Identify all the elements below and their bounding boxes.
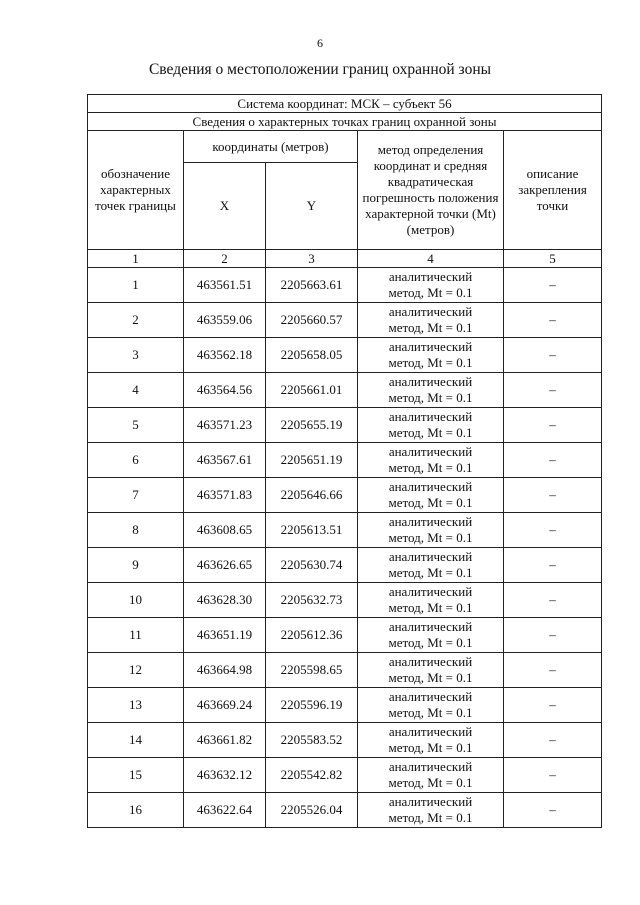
- method-line-2: метод, Mt = 0.1: [388, 390, 473, 405]
- header-x: X: [184, 163, 266, 250]
- table-row: [88, 303, 602, 338]
- coord-x: 463628.30: [184, 583, 266, 618]
- method-cell: [358, 513, 504, 548]
- point-number: 5: [88, 408, 184, 443]
- coord-x: 463622.64: [184, 793, 266, 828]
- point-number: 9: [88, 548, 184, 583]
- point-number: 8: [88, 513, 184, 548]
- fixing-description: –: [504, 583, 602, 618]
- coord-y: 2205613.51: [266, 513, 358, 548]
- fixing-description: –: [504, 268, 602, 303]
- method-line-1: аналитический: [388, 794, 473, 809]
- coord-x: 463571.23: [184, 408, 266, 443]
- coord-x: 463661.82: [184, 723, 266, 758]
- fixing-description: –: [504, 548, 602, 583]
- table-row: [88, 443, 602, 478]
- point-number: 10: [88, 583, 184, 618]
- column-numbers-row: [88, 250, 602, 268]
- fixing-description: –: [504, 373, 602, 408]
- point-number: 7: [88, 478, 184, 513]
- header-method: метод определения координат и средняя квадратическая погрешность положения характерной точки (Mt) (метров): [358, 131, 504, 250]
- coord-y: 2205660.57: [266, 303, 358, 338]
- method-line-1: аналитический: [388, 619, 473, 634]
- column-number: 3: [266, 250, 358, 268]
- coord-y: 2205632.73: [266, 583, 358, 618]
- coord-x: 463651.19: [184, 618, 266, 653]
- method-cell: [358, 338, 504, 373]
- coord-y: 2205542.82: [266, 758, 358, 793]
- coord-x: 463626.65: [184, 548, 266, 583]
- method-line-2: метод, Mt = 0.1: [388, 810, 473, 825]
- method-cell: [358, 653, 504, 688]
- header-description: описание закрепления точки: [504, 131, 602, 250]
- fixing-description: –: [504, 653, 602, 688]
- fixing-description: –: [504, 478, 602, 513]
- page-number: 6: [317, 36, 323, 50]
- method-line-1: аналитический: [388, 584, 473, 599]
- coord-y: 2205526.04: [266, 793, 358, 828]
- method-line-2: метод, Mt = 0.1: [388, 285, 473, 300]
- table-row: [88, 758, 602, 793]
- coord-x: 463669.24: [184, 688, 266, 723]
- method-cell: [358, 478, 504, 513]
- table-row: [88, 688, 602, 723]
- coord-x: 463559.06: [184, 303, 266, 338]
- method-cell: [358, 443, 504, 478]
- fixing-description: –: [504, 303, 602, 338]
- table-row: [88, 373, 602, 408]
- method-line-2: метод, Mt = 0.1: [388, 565, 473, 580]
- method-line-1: аналитический: [388, 339, 473, 354]
- method-cell: [358, 408, 504, 443]
- fixing-description: –: [504, 513, 602, 548]
- point-number: 16: [88, 793, 184, 828]
- coord-y: 2205663.61: [266, 268, 358, 303]
- method-line-2: метод, Mt = 0.1: [388, 705, 473, 720]
- method-cell: [358, 373, 504, 408]
- coord-y: 2205661.01: [266, 373, 358, 408]
- coord-y: 2205658.05: [266, 338, 358, 373]
- table-row: [88, 338, 602, 373]
- method-line-1: аналитический: [388, 304, 473, 319]
- coord-x: 463571.83: [184, 478, 266, 513]
- coord-x: 463632.12: [184, 758, 266, 793]
- coordinate-system-row: Система координат: МСК – субъект 56: [88, 95, 602, 113]
- coord-y: 2205630.74: [266, 548, 358, 583]
- point-number: 4: [88, 373, 184, 408]
- coord-y: 2205596.19: [266, 688, 358, 723]
- method-cell: [358, 793, 504, 828]
- fixing-description: –: [504, 618, 602, 653]
- header-y: Y: [266, 163, 358, 250]
- coord-y: 2205651.19: [266, 443, 358, 478]
- point-number: 13: [88, 688, 184, 723]
- method-line-2: метод, Mt = 0.1: [388, 355, 473, 370]
- table-row: [88, 583, 602, 618]
- table-row: [88, 723, 602, 758]
- coord-y: 2205583.52: [266, 723, 358, 758]
- fixing-description: –: [504, 338, 602, 373]
- point-number: 12: [88, 653, 184, 688]
- points-info-row: Сведения о характерных точках границ охранной зоны: [88, 113, 602, 131]
- method-line-1: аналитический: [388, 689, 473, 704]
- point-number: 6: [88, 443, 184, 478]
- header-point-designation: обозначение характерных точек границы: [88, 131, 184, 250]
- coord-x: 463564.56: [184, 373, 266, 408]
- table-row: [88, 618, 602, 653]
- coord-x: 463608.65: [184, 513, 266, 548]
- coord-x: 463561.51: [184, 268, 266, 303]
- coord-y: 2205612.36: [266, 618, 358, 653]
- column-number: 2: [184, 250, 266, 268]
- coord-x: 463562.18: [184, 338, 266, 373]
- coord-x: 463664.98: [184, 653, 266, 688]
- header-coordinates: координаты (метров): [184, 131, 358, 163]
- column-number: 1: [88, 250, 184, 268]
- table-row: [88, 513, 602, 548]
- point-number: 1: [88, 268, 184, 303]
- method-cell: [358, 303, 504, 338]
- boundary-points-table: [87, 94, 602, 828]
- point-rows: [88, 268, 602, 828]
- method-cell: [358, 583, 504, 618]
- point-number: 14: [88, 723, 184, 758]
- method-line-1: аналитический: [388, 724, 473, 739]
- point-number: 15: [88, 758, 184, 793]
- method-cell: [358, 723, 504, 758]
- method-line-1: аналитический: [388, 549, 473, 564]
- coord-x: 463567.61: [184, 443, 266, 478]
- point-number: 3: [88, 338, 184, 373]
- fixing-description: –: [504, 408, 602, 443]
- method-line-1: аналитический: [388, 269, 473, 284]
- method-line-2: метод, Mt = 0.1: [388, 320, 473, 335]
- method-line-2: метод, Mt = 0.1: [388, 740, 473, 755]
- fixing-description: –: [504, 758, 602, 793]
- method-line-1: аналитический: [388, 409, 473, 424]
- method-line-1: аналитический: [388, 444, 473, 459]
- fixing-description: –: [504, 723, 602, 758]
- coord-y: 2205646.66: [266, 478, 358, 513]
- table-row: [88, 548, 602, 583]
- method-cell: [358, 618, 504, 653]
- method-line-2: метод, Mt = 0.1: [388, 425, 473, 440]
- method-line-2: метод, Mt = 0.1: [388, 775, 473, 790]
- table-row: [88, 653, 602, 688]
- method-line-2: метод, Mt = 0.1: [388, 495, 473, 510]
- method-line-2: метод, Mt = 0.1: [388, 600, 473, 615]
- table-row: [88, 793, 602, 828]
- table-row: [88, 478, 602, 513]
- coord-y: 2205598.65: [266, 653, 358, 688]
- fixing-description: –: [504, 443, 602, 478]
- coord-y: 2205655.19: [266, 408, 358, 443]
- column-number: 5: [504, 250, 602, 268]
- method-line-2: метод, Mt = 0.1: [388, 530, 473, 545]
- point-number: 2: [88, 303, 184, 338]
- method-line-1: аналитический: [388, 759, 473, 774]
- method-cell: [358, 758, 504, 793]
- document-title: Сведения о местоположении границ охранной зоны: [148, 61, 492, 78]
- fixing-description: –: [504, 793, 602, 828]
- method-line-1: аналитический: [388, 654, 473, 669]
- table-row: [88, 408, 602, 443]
- method-cell: [358, 688, 504, 723]
- method-line-1: аналитический: [388, 479, 473, 494]
- method-line-2: метод, Mt = 0.1: [388, 635, 473, 650]
- method-line-2: метод, Mt = 0.1: [388, 670, 473, 685]
- method-line-1: аналитический: [388, 514, 473, 529]
- point-number: 11: [88, 618, 184, 653]
- method-line-1: аналитический: [388, 374, 473, 389]
- table-row: [88, 268, 602, 303]
- fixing-description: –: [504, 688, 602, 723]
- method-cell: [358, 268, 504, 303]
- method-line-2: метод, Mt = 0.1: [388, 460, 473, 475]
- column-number: 4: [358, 250, 504, 268]
- method-cell: [358, 548, 504, 583]
